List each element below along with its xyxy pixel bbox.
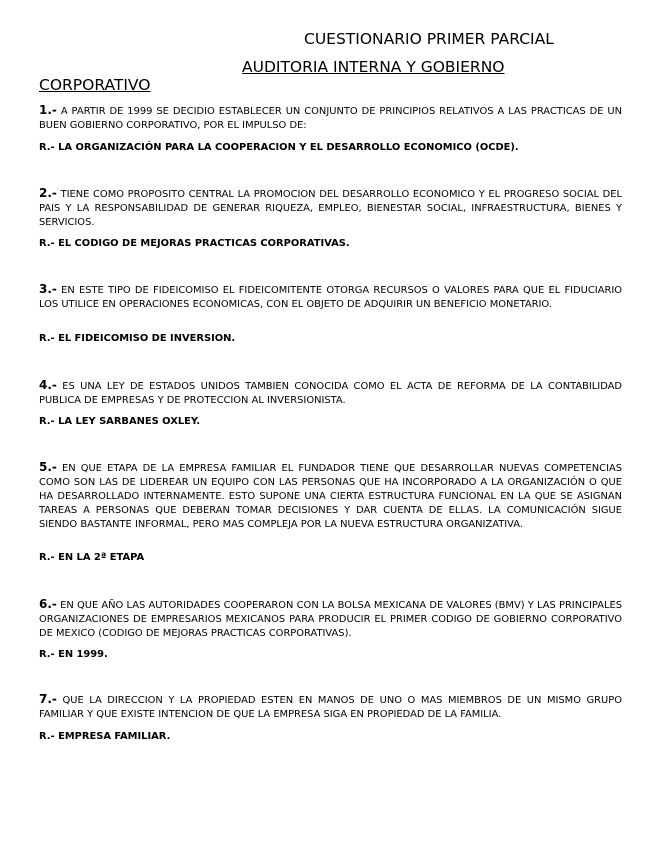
question-6-text: EN QUE AÑO LAS AUTORIDADES COOPERARON CON LA BOLSA MEXICANA DE VALORES (BMV) Y LAS PRINCIPALES ORGANIZACIONES DE EMPRESARIOS MEXICANOS PARA PRODUCIR EL PRIMER CODIGO DE GOBIERNO CORPORATIVO DE MEXICO (CODIGO DE MEJORAS PRACTICAS CORPORATIVAS). bbox=[39, 600, 622, 639]
question-4 bbox=[39, 378, 622, 408]
question-2 bbox=[39, 186, 622, 230]
question-2-number: 2.- bbox=[39, 186, 57, 200]
question-4-text: ES UNA LEY DE ESTADOS UNIDOS TAMBIEN CONOCIDA COMO EL ACTA DE REFORMA DE LA CONTABILIDAD PUBLICA DE EMPRESAS Y DE PROTECCION AL INVERSIONISTA. bbox=[39, 381, 623, 406]
title-line-2: AUDITORIA INTERNA Y GOBIERNO bbox=[242, 58, 505, 76]
question-1-text: A PARTIR DE 1999 SE DECIDIO ESTABLECER UN CONJUNTO DE PRINCIPIOS RELATIVOS A LAS PRACTICAS DE UN BUEN GOBIERNO CORPORATIVO, POR EL IMPULSO DE: bbox=[39, 106, 623, 131]
question-7-text: QUE LA DIRECCION Y LA PROPIEDAD ESTEN EN MANOS DE UNO O MAS MIEMBROS DE UN MISMO GRUPO FAMILIAR Y QUE EXISTE INTENCION DE QUE LA EMPRESA SIGA EN PROPIEDAD DE LA FAMILIA. bbox=[39, 695, 622, 720]
question-3-number: 3.- bbox=[39, 282, 57, 296]
question-6-number: 6.- bbox=[39, 597, 57, 611]
question-5-number: 5.- bbox=[39, 460, 57, 474]
question-1 bbox=[39, 103, 622, 133]
question-1-number: 1.- bbox=[39, 103, 57, 117]
answer-6: R.- EN 1999. bbox=[39, 649, 108, 660]
question-5 bbox=[39, 460, 622, 532]
answer-4: R.- LA LEY SARBANES OXLEY. bbox=[39, 416, 201, 427]
question-3-text: EN ESTE TIPO DE FIDEICOMISO EL FIDEICOMITENTE OTORGA RECURSOS O VALORES PARA QUE EL FIDUCIARIO LOS UTILICE EN OPERACIONES ECONOMICAS, CON EL OBJETO DE ADQUIRIR UN BENEFICIO MONETARIO. bbox=[39, 285, 623, 310]
answer-1: R.- LA ORGANIZACIÓN PARA LA COOPERACION Y EL DESARROLLO ECONOMICO (OCDE). bbox=[39, 142, 519, 153]
question-2-text: TIENE COMO PROPOSITO CENTRAL LA PROMOCION DEL DESARROLLO ECONOMICO Y EL PROGRESO SOCIAL DEL PAIS Y LA RESPONSABILIDAD DE GENERAR RIQUEZA, EMPLEO, BIENESTAR SOCIAL, INFRAESTRUCTURA, BIENES Y SERVICIOS. bbox=[39, 189, 622, 228]
answer-3: R.- EL FIDEICOMISO DE INVERSION. bbox=[39, 333, 236, 344]
question-7-number: 7.- bbox=[39, 692, 57, 706]
answer-2: R.- EL CODIGO DE MEJORAS PRACTICAS CORPORATIVAS. bbox=[39, 238, 350, 249]
title-line-1: CUESTIONARIO PRIMER PARCIAL bbox=[304, 30, 554, 48]
question-7 bbox=[39, 692, 622, 722]
question-5-text: EN QUE ETAPA DE LA EMPRESA FAMILIAR EL FUNDADOR TIENE QUE DESARROLLAR NUEVAS COMPETENCIAS COMO SON LAS DE LIDEREAR UN EQUIPO CON LAS PERSONAS QUE HA INCORPORADO A LA ORGANIZACIÓN O QUE HA DESARROLLADO INTERNAMENTE. ESTO SUPONE UNA CIERTA ESTRUCTURA FUNCIONAL EN LA QUE SE ASIGNAN TAREAS A PERSONAS QUE DEBERAN TOMAR DECISIONES Y DAR CUENTA DE ELLAS. LA COMUNICACIÓN SIGUE SIENDO BASTANTE INFORMAL, PERO MAS COMPLEJA POR LA NUEVA ESTRUCTURA ORGANIZATIVA. bbox=[39, 463, 623, 530]
question-6 bbox=[39, 597, 622, 641]
answer-5: R.- EN LA 2ª ETAPA bbox=[39, 552, 145, 563]
title-line-3: CORPORATIVO bbox=[39, 76, 151, 94]
answer-7: R.- EMPRESA FAMILIAR. bbox=[39, 731, 171, 742]
question-3 bbox=[39, 282, 622, 312]
question-4-number: 4.- bbox=[39, 378, 57, 392]
